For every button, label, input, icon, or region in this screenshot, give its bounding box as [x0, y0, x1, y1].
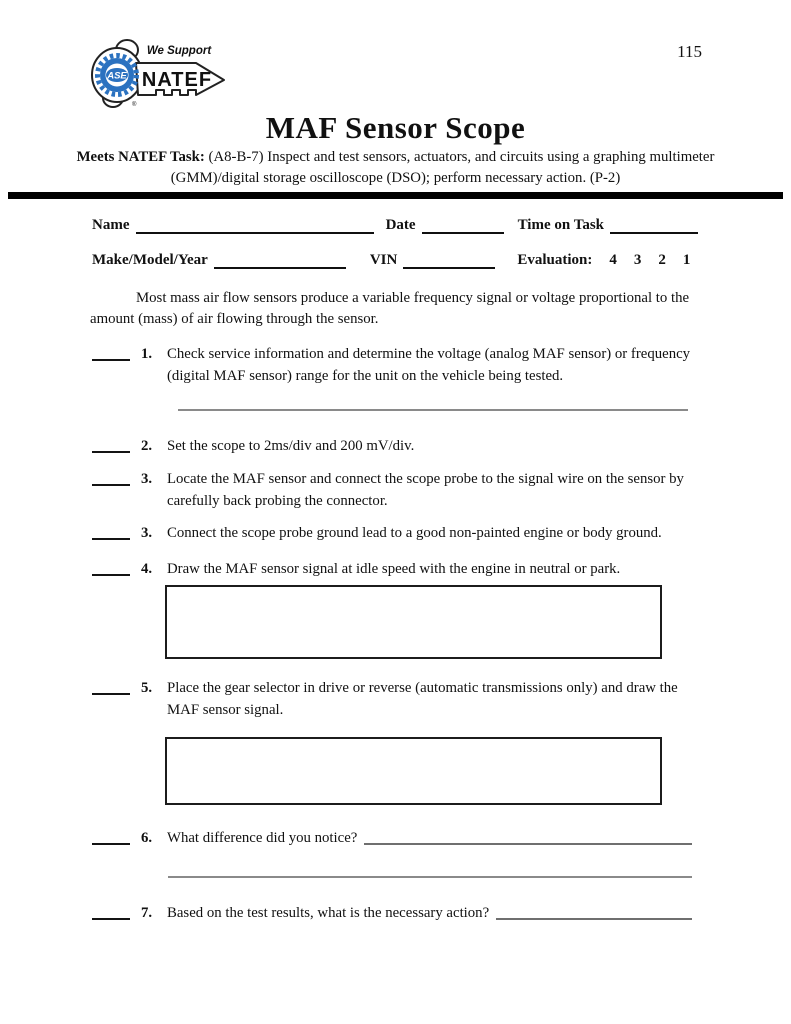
intro-paragraph: Most mass air flow sensors produce a variable frequency signal or voltage proportional to the amount (mass) of air flowing through the sensor.: [90, 290, 690, 327]
meets-natef-task-label: Meets NATEF Task:: [76, 149, 205, 165]
task-item-4: [92, 559, 698, 581]
task-item-7: [92, 903, 692, 925]
task-5-text: Place the gear selector in drive or reverse (automatic transmissions only) and draw the MAF sensor signal.: [167, 680, 678, 718]
task-5-number: 5.: [141, 680, 153, 696]
task-5-check-line: [92, 678, 130, 695]
date-label: Date: [385, 217, 416, 233]
task-6-text: What difference did you notice?: [167, 830, 358, 846]
natef-key-icon: [86, 36, 236, 112]
name-label: Name: [92, 217, 130, 233]
task-6-check-line: [92, 828, 130, 845]
natef-ase-logo: [86, 36, 236, 112]
evaluation-scale: [592, 252, 690, 269]
header-divider-bar: [8, 192, 783, 199]
task-3b-check-line: [92, 523, 130, 540]
task-3b-number: 3.: [141, 525, 153, 541]
task-1-answer-line: [178, 409, 688, 411]
task-7-check-line: [92, 903, 130, 920]
task-3a-text: Locate the MAF sensor and connect the scope probe to the signal wire on the sensor by carefully back probing the connector.: [167, 471, 684, 509]
task-3a-number: 3.: [141, 471, 153, 487]
task-4-check-line: [92, 559, 130, 576]
task-3b-text: Connect the scope probe ground lead to a good non-painted engine or body ground.: [167, 525, 662, 541]
task-item-6: [92, 828, 692, 850]
task-7-answer-line: [496, 903, 692, 920]
task-5-drawing-box: [165, 737, 662, 805]
name-field-line: [136, 217, 374, 234]
natef-task-description: [75, 147, 716, 189]
form-row-identity: [92, 217, 698, 234]
evaluation-value-3: 3: [633, 252, 642, 268]
vin-label: VIN: [369, 252, 398, 268]
task-item-2: [92, 436, 698, 458]
evaluation-value-1: 1: [682, 252, 691, 268]
task-1-text: Check service information and determine the voltage (analog MAF sensor) or frequency (digital MAF sensor) range for the unit on the vehicle being tested.: [167, 346, 691, 384]
time-on-task-label: Time on Task: [517, 217, 604, 233]
make-model-year-field-line: [214, 252, 346, 269]
task-1-number: 1.: [141, 346, 153, 362]
registered-mark: ®: [132, 102, 137, 108]
natef-task-text: (A8-B-7) Inspect and test sensors, actuators, and circuits using a graphing multimeter (GMM)/digital storage oscilloscope (DSO); perform necessary action. (P-2): [170, 149, 715, 186]
natef-text: NATEF: [141, 69, 213, 91]
task-2-number: 2.: [141, 438, 153, 454]
task-item-3b: [92, 523, 698, 545]
task-2-text: Set the scope to 2ms/div and 200 mV/div.: [167, 438, 415, 454]
ase-logo-text: ASE: [107, 70, 127, 82]
task-3a-check-line: [92, 469, 130, 486]
evaluation-value-4: 4: [609, 252, 617, 268]
task-7-text: Based on the test results, what is the necessary action?: [167, 905, 490, 921]
evaluation-value-2: 2: [658, 252, 666, 268]
task-item-3a: [92, 469, 698, 512]
vin-field-line: [403, 252, 495, 269]
task-item-5: [92, 678, 698, 721]
date-field-line: [422, 217, 504, 234]
task-6-answer-line: [364, 828, 692, 845]
we-support-text: We Support: [146, 45, 212, 57]
task-7-number: 7.: [141, 905, 153, 921]
task-item-1: [92, 344, 698, 387]
task-4-drawing-box: [165, 585, 662, 659]
task-6-answer-line-2: [168, 876, 692, 878]
form-row-vehicle: [92, 252, 698, 269]
time-on-task-field-line: [610, 217, 698, 234]
task-6-number: 6.: [141, 830, 153, 846]
task-1-check-line: [92, 344, 130, 361]
make-model-year-label: Make/Model/Year: [92, 252, 208, 268]
evaluation-label: Evaluation:: [517, 252, 593, 268]
page-number: 115: [677, 42, 702, 61]
task-4-number: 4.: [141, 561, 153, 577]
task-4-text: Draw the MAF sensor signal at idle speed with the engine in neutral or park.: [167, 561, 621, 577]
page-title: MAF Sensor Scope: [265, 110, 526, 145]
task-2-check-line: [92, 436, 130, 453]
